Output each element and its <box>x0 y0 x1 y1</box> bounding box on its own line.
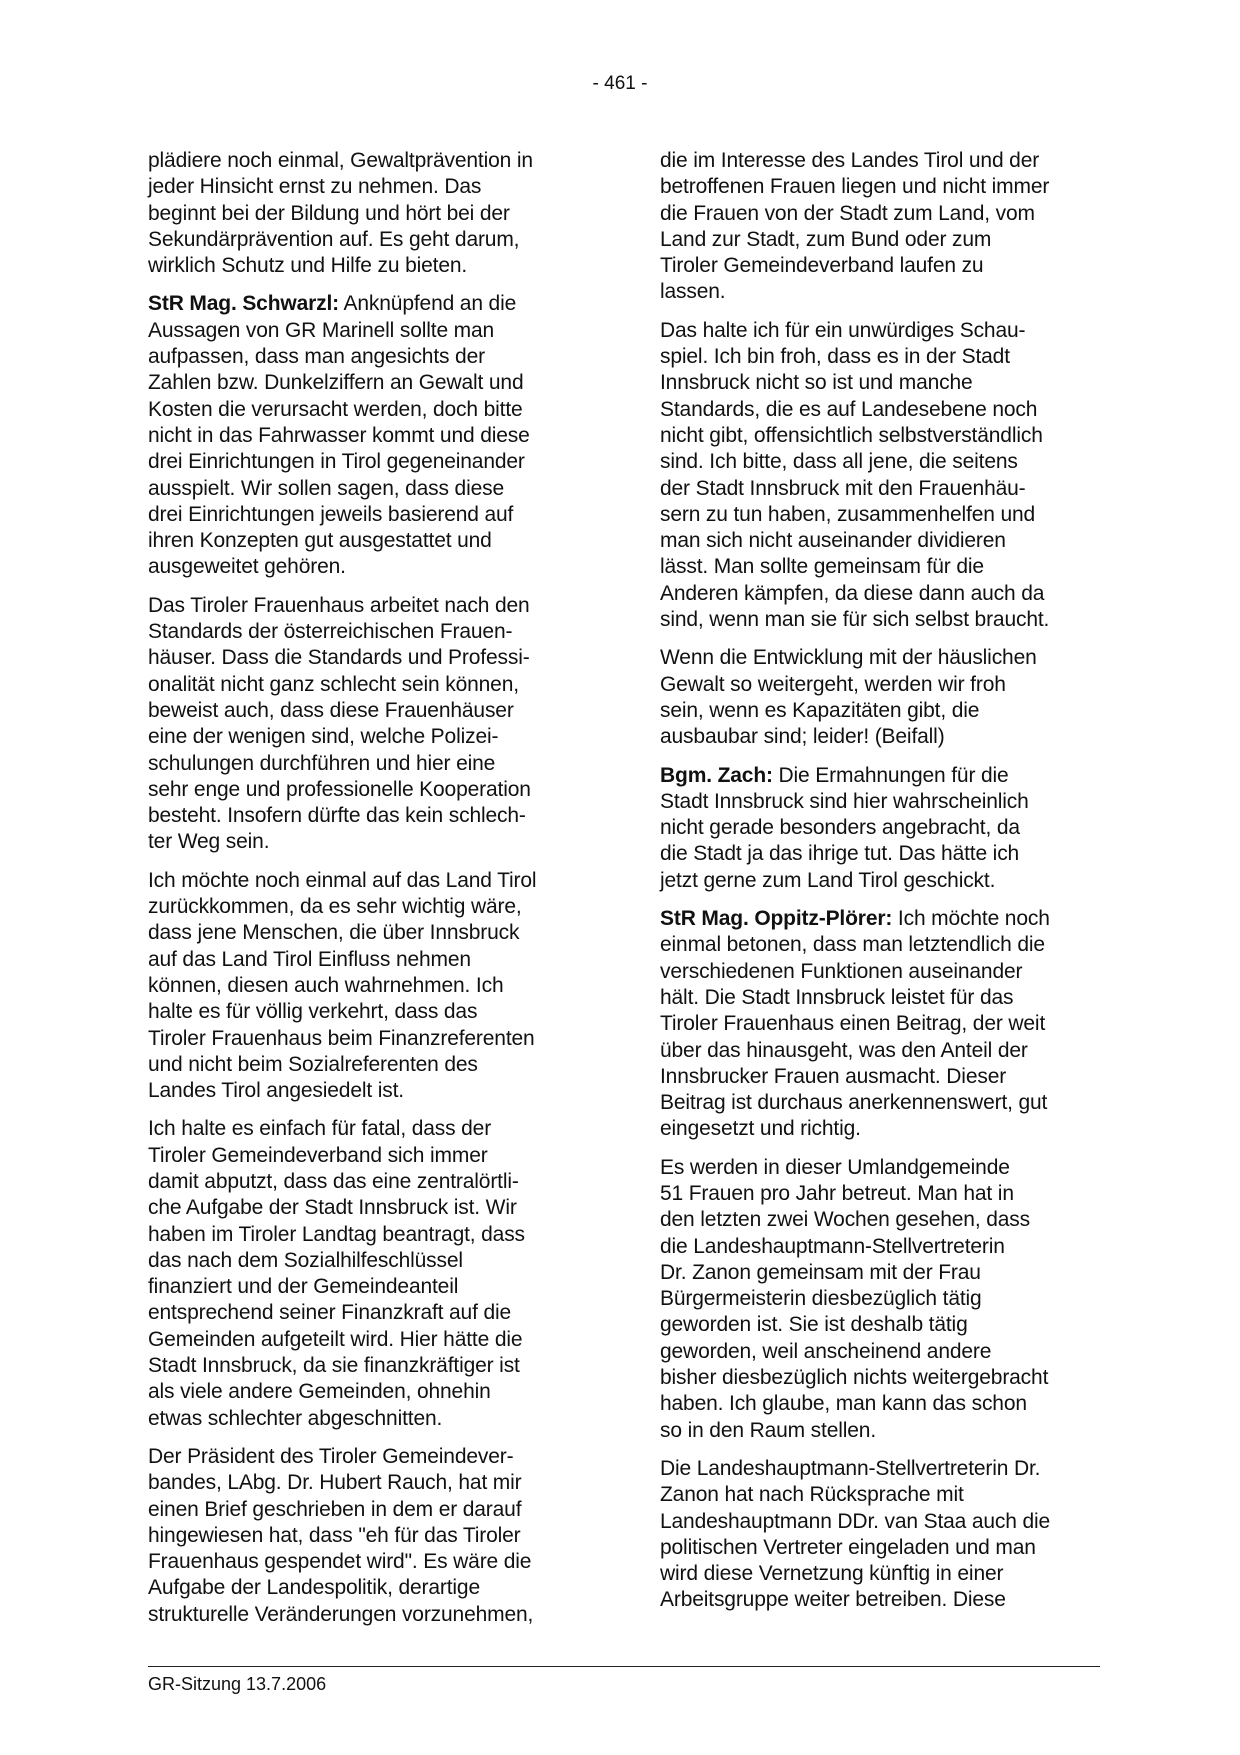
text-line: eine der wenigen sind, welche Polizei- <box>148 725 499 749</box>
text-line: die Landeshauptmann-Stellvertreterin <box>660 1234 1005 1258</box>
text-line: Beitrag ist durchaus anerkennenswert, gut <box>660 1091 1048 1115</box>
speaker-paragraph <box>660 763 1100 894</box>
text-line: nicht in das Fahrwasser kommt und diese <box>148 423 530 447</box>
text-line: das nach dem Sozialhilfeschlüssel <box>148 1248 463 1272</box>
text-line: drei Einrichtungen jeweils basierend auf <box>148 502 514 526</box>
text-line: Sekundärprävention auf. Es geht darum, <box>148 227 520 251</box>
left-column <box>148 148 588 1640</box>
text-line: den letzten zwei Wochen gesehen, dass <box>660 1208 1030 1232</box>
text-line: die Frauen von der Stadt zum Land, vom <box>660 201 1035 225</box>
text-line: als viele andere Gemeinden, ohnehin <box>148 1380 491 1404</box>
text-line: Stadt Innsbruck sind hier wahrscheinlich <box>660 789 1029 813</box>
text-line: geworden, weil anscheinend andere <box>660 1339 992 1363</box>
text-line: Standards, die es auf Landesebene noch <box>660 397 1038 421</box>
text-line: Gewalt so weitergeht, werden wir froh <box>660 672 1006 696</box>
speaker-name: StR Mag. Schwarzl: <box>148 292 339 316</box>
text-line: Standards der österreichischen Frauen- <box>148 620 513 644</box>
text-line: Es werden in dieser Umlandgemeinde <box>660 1155 1010 1179</box>
text-line: Tiroler Frauenhaus beim Finanzreferenten <box>148 1026 535 1050</box>
text-line: Innsbruck nicht so ist und manche <box>660 371 973 395</box>
text-line: ausgeweitet gehören. <box>148 555 346 579</box>
speaker-name: StR Mag. Oppitz-Plörer: <box>660 907 893 931</box>
text-line: ausbaubar sind; leider! (Beifall) <box>660 725 945 749</box>
text-line: entsprechend seiner Finanzkraft auf die <box>148 1301 512 1325</box>
paragraph <box>148 868 588 1105</box>
text-line: Aufgabe der Landespolitik, derartige <box>148 1576 480 1600</box>
text-line: Land zur Stadt, zum Bund oder zum <box>660 227 992 251</box>
text-line: Tiroler Gemeindeverband laufen zu <box>660 254 984 278</box>
text-line: plädiere noch einmal, Gewaltprävention in <box>148 149 533 172</box>
text-line: Tiroler Gemeindeverband sich immer <box>148 1143 488 1167</box>
text-line: wird diese Vernetzung künftig in einer <box>660 1562 1004 1586</box>
text-line: Anknüpfend an die <box>343 292 517 316</box>
text-line: schulungen durchführen und hier eine <box>148 751 496 775</box>
text-line: che Aufgabe der Stadt Innsbruck ist. Wir <box>148 1196 517 1220</box>
paragraph <box>148 1116 588 1432</box>
text-line: Wenn die Entwicklung mit der häuslichen <box>660 646 1037 670</box>
text-line: so in den Raum stellen. <box>660 1418 877 1442</box>
text-line: auf das Land Tirol Einfluss nehmen <box>148 947 471 971</box>
footer-session-label: GR-Sitzung 13.7.2006 <box>148 1674 327 1694</box>
text-line: bisher diesbezüglich nichts weitergebracht <box>660 1366 1049 1390</box>
text-line: Bürgermeisterin diesbezüglich tätig <box>660 1287 982 1311</box>
text-line: man sich nicht auseinander dividieren <box>660 529 1006 553</box>
text-line: spiel. Ich bin froh, dass es in der Stadt <box>660 345 1010 369</box>
text-line: nicht gibt, offensichtlich selbstverständlich <box>660 423 1043 447</box>
paragraph <box>148 1444 588 1628</box>
text-line: besteht. Insofern dürfte das kein schlech- <box>148 804 526 828</box>
text-line: jeder Hinsicht ernst zu nehmen. Das <box>148 175 482 199</box>
text-line: sind, wenn man sie für sich selbst braucht. <box>660 608 1050 632</box>
text-line: drei Einrichtungen in Tirol gegeneinander <box>148 450 525 474</box>
text-line: die im Interesse des Landes Tirol und der <box>660 149 1040 172</box>
text-line: über das hinausgeht, was den Anteil der <box>660 1038 1028 1062</box>
text-line: die Stadt ja das ihrige tut. Das hätte ich <box>660 842 1020 866</box>
text-line: Zahlen bzw. Dunkelziffern an Gewalt und <box>148 371 524 395</box>
page-number: - 461 - <box>592 73 648 94</box>
text-line: politischen Vertreter eingeladen und man <box>660 1535 1036 1559</box>
paragraph <box>660 1155 1100 1444</box>
text-line: Stadt Innsbruck, da sie finanzkräftiger ist <box>148 1354 520 1378</box>
text-line: Ich halte es einfach für fatal, dass der <box>148 1117 492 1141</box>
text-line: Frauenhaus gespendet wird". Es wäre die <box>148 1550 532 1574</box>
text-line: zurückkommen, da es sehr wichtig wäre, <box>148 895 522 919</box>
text-line: Anderen kämpfen, da diese dann auch da <box>660 581 1045 605</box>
text-line: Arbeitsgruppe weiter betreiben. Diese <box>660 1588 1006 1612</box>
text-line: nicht gerade besonders angebracht, da <box>660 816 1020 840</box>
text-line: damit abputzt, dass das eine zentralörtli- <box>148 1169 519 1193</box>
text-line: der Stadt Innsbruck mit den Frauenhäu- <box>660 476 1026 500</box>
text-line: strukturelle Veränderungen vorzunehmen, <box>148 1602 534 1626</box>
text-line: und nicht beim Sozialreferenten des <box>148 1052 478 1076</box>
text-line: Die Landeshauptmann-Stellvertreterin Dr. <box>660 1456 1041 1480</box>
text-line: einmal betonen, dass man letztendlich die <box>660 933 1045 957</box>
text-line: onalität nicht ganz schlecht sein können, <box>148 672 519 696</box>
right-column <box>660 148 1100 1626</box>
text-line: etwas schlechter abgeschnitten. <box>148 1406 443 1430</box>
text-line: Dr. Zanon gemeinsam mit der Frau <box>660 1260 981 1284</box>
text-line: Gemeinden aufgeteilt wird. Hier hätte die <box>148 1327 523 1351</box>
text-line: wirklich Schutz und Hilfe zu bieten. <box>148 254 468 278</box>
text-line: jetzt gerne zum Land Tirol geschickt. <box>660 868 996 892</box>
text-line: Landes Tirol angesiedelt ist. <box>148 1079 404 1103</box>
text-line: Innsbrucker Frauen ausmacht. Dieser <box>660 1064 1007 1088</box>
text-line: lassen. <box>660 280 726 304</box>
text-line: Tiroler Frauenhaus einen Beitrag, der weit <box>660 1012 1046 1036</box>
text-line: betroffenen Frauen liegen und nicht immer <box>660 175 1050 199</box>
text-line: geworden ist. Sie ist deshalb tätig <box>660 1313 968 1337</box>
text-line: finanziert und der Gemeindeanteil <box>148 1275 459 1299</box>
text-line: sein, wenn es Kapazitäten gibt, die <box>660 698 980 722</box>
text-line: aufpassen, dass man angesichts der <box>148 345 485 369</box>
text-line: beginnt bei der Bildung und hört bei der <box>148 201 510 225</box>
text-line: hingewiesen hat, dass "eh für das Tiroler <box>148 1523 521 1547</box>
text-line: lässt. Man sollte gemeinsam für die <box>660 555 984 579</box>
text-line: Der Präsident des Tiroler Gemeindever- <box>148 1444 514 1468</box>
speaker-paragraph <box>148 291 588 580</box>
text-line: haben im Tiroler Landtag beantragt, dass <box>148 1222 525 1246</box>
speaker-name: Bgm. Zach: <box>660 763 773 787</box>
text-line: Das halte ich für ein unwürdiges Schau- <box>660 318 1026 342</box>
text-line: bandes, LAbg. Dr. Hubert Rauch, hat mir <box>148 1471 522 1495</box>
speaker-paragraph <box>660 906 1100 1143</box>
text-line: dass jene Menschen, die über Innsbruck <box>148 921 520 945</box>
paragraph <box>660 318 1100 634</box>
paragraph <box>148 593 588 856</box>
paragraph <box>660 645 1100 750</box>
paragraph <box>660 148 1100 306</box>
text-line: Kosten die verursacht werden, doch bitte <box>148 397 523 421</box>
text-line: ihren Konzepten gut ausgestattet und <box>148 529 492 553</box>
text-line: verschiedenen Funktionen auseinander <box>660 959 1023 983</box>
text-line: einen Brief geschrieben in dem er darauf <box>148 1497 522 1521</box>
text-line: können, diesen auch wahrnehmen. Ich <box>148 973 504 997</box>
text-line: häuser. Dass die Standards und Professi- <box>148 646 530 670</box>
text-line: Aussagen von GR Marinell sollte man <box>148 318 495 342</box>
text-line: ausspielt. Wir sollen sagen, dass diese <box>148 476 505 500</box>
paragraph <box>660 1456 1100 1614</box>
text-line: Ich möchte noch <box>897 907 1050 931</box>
text-line: eingesetzt und richtig. <box>660 1117 861 1141</box>
text-line: Zanon hat nach Rücksprache mit <box>660 1483 964 1507</box>
text-line: haben. Ich glaube, man kann das schon <box>660 1392 1027 1416</box>
text-line: halte es für völlig verkehrt, dass das <box>148 1000 478 1024</box>
text-line: sehr enge und professionelle Kooperation <box>148 777 531 801</box>
paragraph <box>148 148 588 279</box>
text-line: hält. Die Stadt Innsbruck leistet für das <box>660 985 1014 1009</box>
footer-divider <box>148 1666 1100 1667</box>
text-line: 51 Frauen pro Jahr betreut. Man hat in <box>660 1181 1014 1205</box>
text-line: Ich möchte noch einmal auf das Land Tirol <box>148 868 537 892</box>
text-line: Die Ermahnungen für die <box>778 763 1009 787</box>
text-line: sern zu tun haben, zusammenhelfen und <box>660 502 1036 526</box>
text-line: Landeshauptmann DDr. van Staa auch die <box>660 1509 1051 1533</box>
text-line: Das Tiroler Frauenhaus arbeitet nach den <box>148 593 530 617</box>
text-line: beweist auch, dass diese Frauenhäuser <box>148 698 514 722</box>
text-line: ter Weg sein. <box>148 830 270 854</box>
text-line: sind. Ich bitte, dass all jene, die seitens <box>660 450 1018 474</box>
